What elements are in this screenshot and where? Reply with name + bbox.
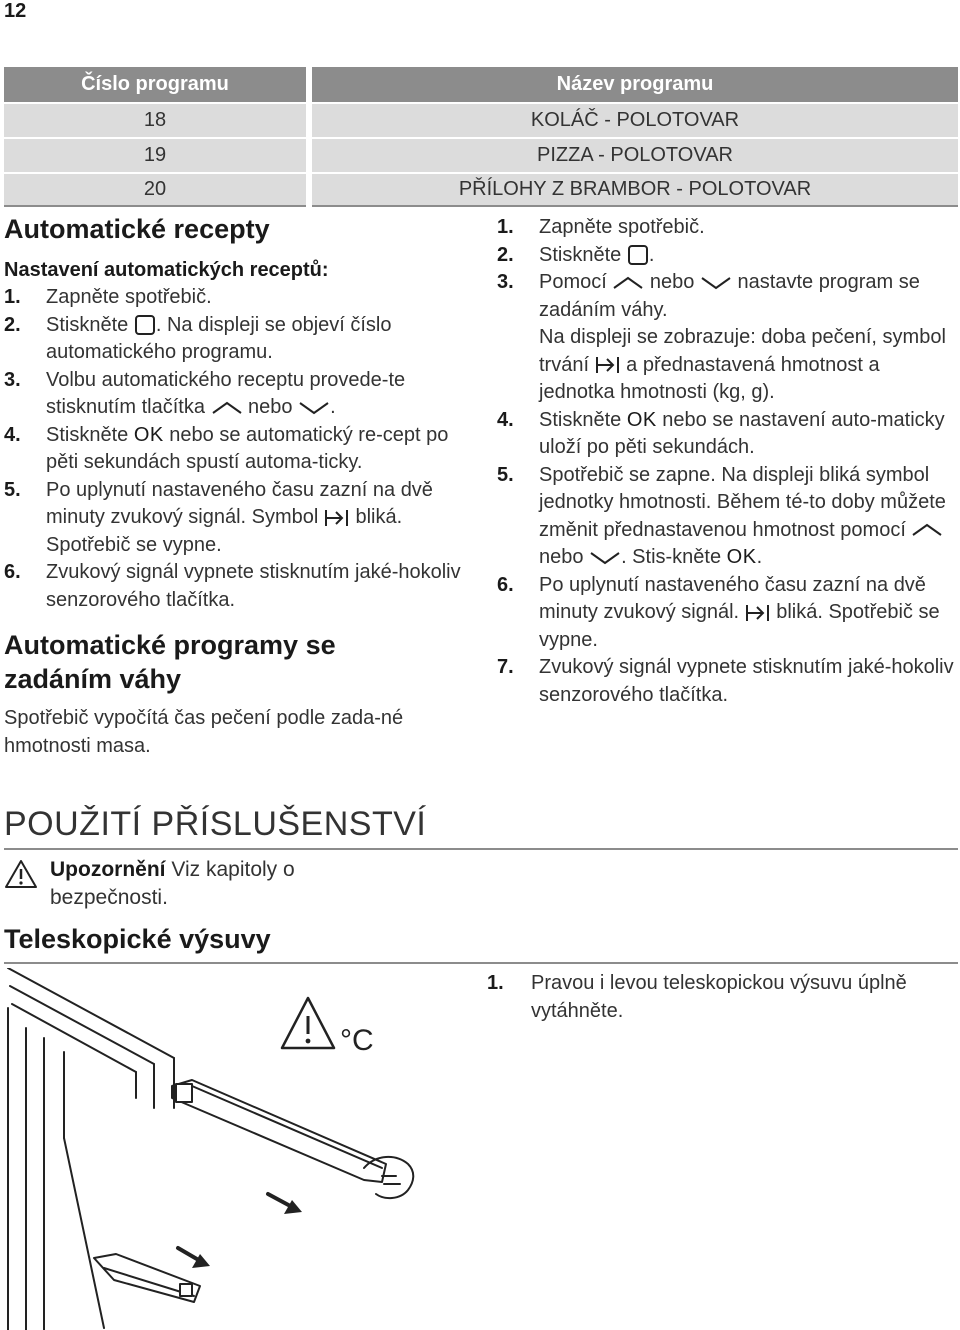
step-text: nebo se automatický re-cept po pěti sekundách spustí automa-ticky.: [46, 423, 449, 473]
list-item: [497, 654, 959, 709]
list-item: [497, 269, 959, 407]
list-item: [497, 407, 959, 462]
step-text: .: [330, 396, 336, 418]
duration-icon: [595, 355, 621, 375]
auto-recipes-section: [4, 212, 464, 760]
telescopic-runner-illustration: [4, 968, 460, 1330]
title-line: Automatické programy se: [4, 630, 336, 660]
program-table: [4, 67, 958, 207]
step-number: 3.: [497, 271, 514, 293]
table-cell-name: PŘÍLOHY Z BRAMBOR - POLOTOVAR: [312, 174, 958, 207]
auto-recipes-steps: [4, 284, 464, 614]
list-item: [497, 572, 959, 655]
list-item: [4, 422, 464, 477]
step-number: 5.: [4, 478, 21, 501]
step-text: Po uplynutí nastaveného času zazní na dvě minuty zvukový signál.: [539, 573, 926, 623]
section-divider: [4, 848, 958, 850]
square-button-icon: [134, 314, 156, 336]
step-number: 4.: [4, 423, 21, 446]
step-number: 6.: [4, 561, 21, 583]
duration-icon: [324, 508, 350, 528]
step-text: Volbu automatického receptu provede-te stisknutím tlačítka: [46, 368, 406, 418]
ok-button-label: OK: [726, 546, 757, 568]
temperature-label: °C: [340, 1024, 374, 1057]
table-row: [4, 102, 958, 137]
title-line: zadáním váhy: [4, 664, 182, 694]
chevron-down-icon: [700, 275, 732, 291]
table-header-name: Název programu: [312, 67, 958, 102]
auto-recipes-title: Automatické recepty: [4, 214, 270, 244]
list-item: [4, 312, 464, 367]
list-item: [497, 242, 959, 270]
table-cell-name: PIZZA - POLOTOVAR: [312, 139, 958, 172]
warning-icon: [4, 858, 38, 890]
auto-recipes-subtitle: Nastavení automatických receptů:: [4, 259, 329, 281]
step-number: 4.: [497, 408, 514, 431]
table-header-row: [4, 67, 958, 102]
table-row: [4, 172, 958, 207]
step-text: Stiskněte: [46, 313, 134, 336]
step-number: 6.: [497, 573, 514, 596]
step-number: 3.: [4, 368, 21, 391]
list-item: [4, 284, 464, 312]
step-number: 2.: [497, 243, 514, 266]
step-text: Stiskněte: [539, 408, 627, 431]
square-button-icon: [627, 244, 649, 266]
step-text: .: [756, 546, 763, 568]
step-text: nebo: [539, 546, 590, 568]
telescopic-title: Teleskopické výsuvy: [4, 924, 271, 954]
telescopic-steps: [487, 970, 927, 1025]
duration-icon: [745, 603, 771, 623]
accessories-title: POUŽITÍ PŘÍSLUŠENSTVÍ: [4, 805, 427, 843]
step-text: . Na displeji se objeví číslo automatického programu.: [46, 313, 392, 363]
chevron-up-icon: [911, 522, 943, 538]
table-row: [4, 137, 958, 172]
step-text: Zapněte spotřebič.: [539, 216, 705, 238]
weight-programs-title: [4, 628, 464, 696]
chevron-up-icon: [211, 400, 243, 416]
table-cell-name: KOLÁČ - POLOTOVAR: [312, 104, 958, 137]
weight-programs-steps: [497, 214, 959, 709]
step-text: Spotřebič se zapne. Na displeji bliká symbol jednotky hmotnosti. Během té-to doby můžete změnit přednastavenou hmotnost pomocí: [539, 463, 946, 541]
step-number: 1.: [4, 286, 21, 308]
list-item: [4, 477, 464, 560]
step-text: Pravou i levou teleskopickou výsuvu úplně vytáhněte.: [531, 972, 907, 1022]
ok-button-label: OK: [133, 423, 164, 446]
step-text: nebo: [644, 271, 700, 293]
step-text: Zvukový signál vypnete stisknutím jaké-hokoliv senzorového tlačítka.: [46, 561, 461, 611]
step-text: Zapněte spotřebič.: [46, 286, 212, 308]
list-item: [497, 462, 959, 572]
step-text: Na displeji se zobrazuje: doba pečení, symbol trvání: [539, 326, 946, 376]
step-text: bliká. Spotřebič se vypne.: [539, 601, 940, 651]
table-cell-number: 18: [4, 104, 306, 137]
weight-programs-text: Spotřebič vypočítá čas pečení podle zada-né hmotnosti masa.: [4, 707, 404, 757]
section-divider: [4, 962, 958, 964]
list-item: [4, 559, 464, 614]
step-text: .: [648, 243, 655, 266]
step-text: bliká. Spotřebič se vypne.: [46, 506, 403, 556]
step-number: 1.: [497, 216, 514, 238]
step-number: 7.: [497, 656, 514, 678]
step-text: a přednastavená hmotnost a jednotka hmotnosti (kg, g).: [539, 353, 880, 403]
list-item: [4, 367, 464, 422]
table-cell-number: 19: [4, 139, 306, 172]
warning-label: Upozornění: [50, 858, 166, 881]
chevron-down-icon: [298, 400, 330, 416]
step-text: . Stis-kněte: [621, 546, 727, 568]
warning-text: Viz kapitoly o bezpečnosti.: [50, 858, 295, 909]
weight-programs-steps-section: [497, 214, 959, 709]
step-text: nebo: [242, 396, 299, 418]
list-item: [487, 970, 927, 1025]
step-text: nastavte program se zadáním váhy.: [539, 271, 920, 321]
chevron-up-icon: [612, 275, 644, 291]
chevron-down-icon: [589, 550, 621, 566]
ok-button-label: OK: [626, 408, 657, 431]
table-header-number: Číslo programu: [4, 67, 306, 102]
step-number: 5.: [497, 463, 514, 486]
step-text: Stiskněte: [46, 423, 134, 446]
step-number: 2.: [4, 313, 21, 336]
step-text: nebo se nastavení auto-maticky uloží po pěti sekundách.: [539, 408, 945, 458]
step-text: Zvukový signál vypnete stisknutím jaké-hokoliv senzorového tlačítka.: [539, 656, 954, 706]
table-cell-number: 20: [4, 174, 306, 207]
page-number: 12: [4, 0, 27, 22]
step-text: Stiskněte: [539, 243, 627, 266]
list-item: [497, 214, 959, 242]
warning-note: [50, 856, 370, 912]
step-text: Pomocí: [539, 271, 613, 293]
step-text: Po uplynutí nastaveného času zazní na dvě minuty zvukový signál. Symbol: [46, 478, 433, 528]
step-number: 1.: [487, 972, 504, 994]
